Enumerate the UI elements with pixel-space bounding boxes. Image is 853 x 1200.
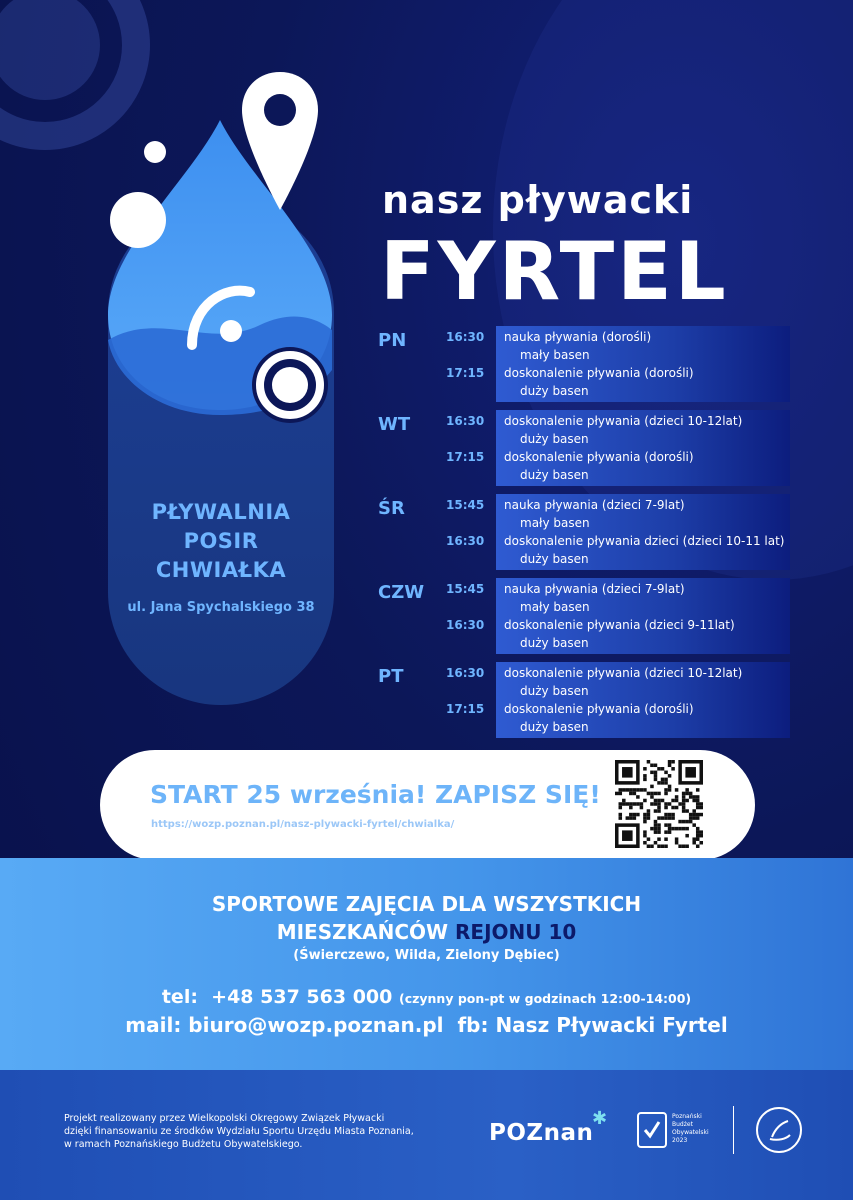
footer-note [64, 1112, 484, 1151]
title-small: nasz pływacki [382, 178, 694, 222]
signup-banner[interactable] [100, 750, 755, 860]
water-drop-icon [100, 70, 360, 450]
info-region: REJONU 10 [455, 920, 577, 944]
info-contact [0, 1013, 853, 1037]
qr-code[interactable] [615, 760, 703, 848]
session-pool: mały basen [520, 516, 590, 530]
checkbox-icon [637, 1112, 667, 1148]
poznan-logo: POZnan [489, 1120, 594, 1146]
pbo-line: Budżet [672, 1121, 693, 1128]
info-phone [0, 986, 853, 1008]
footer [0, 1070, 853, 1200]
signup-link[interactable]: https://wozp.poznan.pl/nasz-plywacki-fyrtel/chwialka/ [151, 819, 455, 830]
info-districts: (Świerczewo, Wilda, Zielony Dębiec) [293, 948, 560, 963]
info-headline: SPORTOWE ZAJĘCIA DLA WSZYSTKICH [211, 892, 642, 916]
session-pool: duży basen [520, 636, 589, 650]
session-time: 16:30 [446, 618, 485, 632]
footer-line: Projekt realizowany przez Wielkopolski Okręgowy Związek Pływacki [64, 1113, 385, 1124]
session-time: 16:30 [446, 534, 485, 548]
session-time: 15:45 [446, 582, 485, 596]
session-activity: doskonalenie pływania dzieci (dzieci 10-11 lat) [504, 534, 785, 548]
map-pin-icon [240, 70, 320, 215]
session-pool: duży basen [520, 432, 589, 446]
session-activity: doskonalenie pływania (dzieci 9-11lat) [504, 618, 735, 632]
wozp-badge [756, 1107, 802, 1153]
day-label: WT [378, 414, 411, 435]
cta-text: START 25 września! ZAPISZ SIĘ! [150, 780, 601, 809]
session-time: 16:30 [446, 330, 485, 344]
session-pool: duży basen [520, 384, 589, 398]
session-pool: mały basen [520, 600, 590, 614]
facebook-link[interactable]: fb: Nasz Pływacki Fyrtel [457, 1013, 728, 1037]
venue-name-line: CHWIAŁKA [155, 558, 287, 582]
pbo-line: 2023 [672, 1137, 688, 1144]
info-residents-a: MIESZKAŃCÓW [276, 920, 449, 944]
info-band [0, 858, 853, 1070]
day-label: PT [378, 666, 404, 687]
day-label: ŚR [378, 498, 405, 519]
session-pool: duży basen [520, 720, 589, 734]
phone-number[interactable]: +48 537 563 000 [211, 986, 393, 1008]
venue-name-line: PŁYWALNIA [151, 500, 291, 524]
session-time: 17:15 [446, 702, 485, 716]
title-big: FYRTEL [380, 225, 729, 318]
session-pool: duży basen [520, 468, 589, 482]
venue-name-line: POSIR [183, 529, 259, 553]
session-time: 16:30 [446, 666, 485, 680]
pbo-line: Poznański [672, 1113, 702, 1120]
phone-hours: (czynny pon-pt w godzinach 12:00-14:00) [398, 991, 692, 1006]
session-activity: doskonalenie pływania (dorośli) [504, 450, 694, 464]
day-label: CZW [378, 582, 425, 603]
session-activity: doskonalenie pływania (dzieci 10-12lat) [504, 666, 743, 680]
session-time: 16:30 [446, 414, 485, 428]
session-pool: duży basen [520, 684, 589, 698]
session-activity: nauka pływania (dorośli) [504, 330, 652, 344]
session-pool: duży basen [520, 552, 589, 566]
session-time: 15:45 [446, 498, 485, 512]
logo-divider [733, 1106, 734, 1154]
pbo-logo-text [672, 1113, 732, 1145]
session-pool: mały basen [520, 348, 590, 362]
session-time: 17:15 [446, 450, 485, 464]
session-activity: nauka pływania (dzieci 7-9lat) [504, 582, 685, 596]
venue-name [108, 498, 334, 585]
info-residents [0, 920, 853, 944]
phone-label: tel: [161, 986, 198, 1008]
session-activity: doskonalenie pływania (dorośli) [504, 702, 694, 716]
session-activity: nauka pływania (dzieci 7-9lat) [504, 498, 685, 512]
footer-line: dzięki finansowaniu ze środków Wydziału Sportu Urzędu Miasta Poznania, [64, 1126, 414, 1137]
venue-address: ul. Jana Spychalskiego 38 [127, 600, 315, 615]
pbo-line: Obywatelski [672, 1129, 709, 1136]
session-activity: doskonalenie pływania (dzieci 10-12lat) [504, 414, 743, 428]
session-time: 17:15 [446, 366, 485, 380]
day-label: PN [378, 330, 407, 351]
footer-line: w ramach Poznańskiego Budżetu Obywatelskiego. [64, 1139, 303, 1150]
email-link[interactable]: mail: biuro@wozp.poznan.pl [125, 1013, 444, 1037]
session-activity: doskonalenie pływania (dorośli) [504, 366, 694, 380]
asterisk-icon: ✱ [592, 1108, 608, 1129]
